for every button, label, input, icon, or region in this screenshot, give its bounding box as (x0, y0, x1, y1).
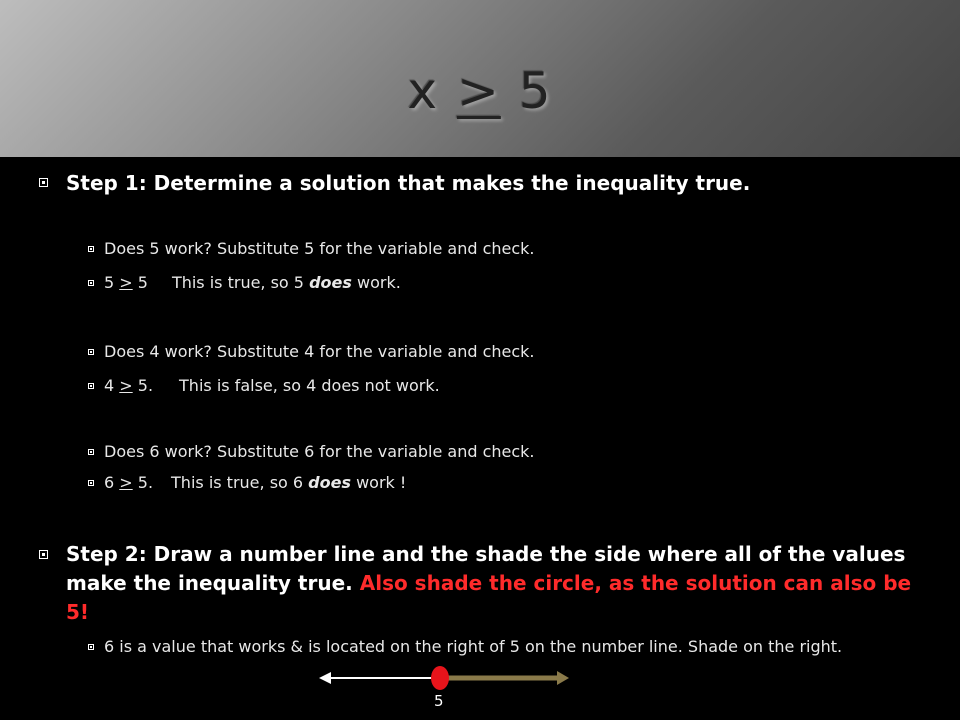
number-line-label: 5 (434, 692, 444, 710)
bullet-icon (88, 349, 94, 355)
list-item: 5 > 5 This is true, so 5 does work. (88, 272, 401, 294)
list-item: 4 > 5. This is false, so 4 does not work. (88, 375, 440, 397)
closed-point (431, 666, 449, 690)
left-arrowhead (319, 672, 331, 684)
right-arrowhead (557, 671, 569, 685)
list-item: 6 is a value that works & is located on the right of 5 on the number line. Shade on the right. (88, 636, 938, 658)
list-item: Does 6 work? Substitute 6 for the variable and check. (88, 441, 535, 463)
list-item: Does 5 work? Substitute 5 for the variable and check. (88, 238, 535, 260)
list-item: 6 > 5. This is true, so 6 does work ! (88, 472, 406, 494)
bullet-icon (88, 383, 94, 389)
bullet-icon (88, 280, 94, 286)
list-item: Does 4 work? Substitute 4 for the variable and check. (88, 341, 535, 363)
bullet-icon (39, 550, 48, 559)
bullet-icon (39, 178, 48, 187)
bullet-icon (88, 246, 94, 252)
bullet-icon (88, 449, 94, 455)
number-line (315, 662, 585, 692)
slide-title: x > 5 (407, 62, 553, 120)
step2-heading: Step 2: Draw a number line and the shade the side where all of the values make the inequality true. Also shade the circle, as the solution can also be 5! (39, 540, 934, 627)
bullet-icon (88, 644, 94, 650)
step1-heading: Step 1: Determine a solution that makes the inequality true. (39, 170, 750, 196)
bullet-icon (88, 480, 94, 486)
